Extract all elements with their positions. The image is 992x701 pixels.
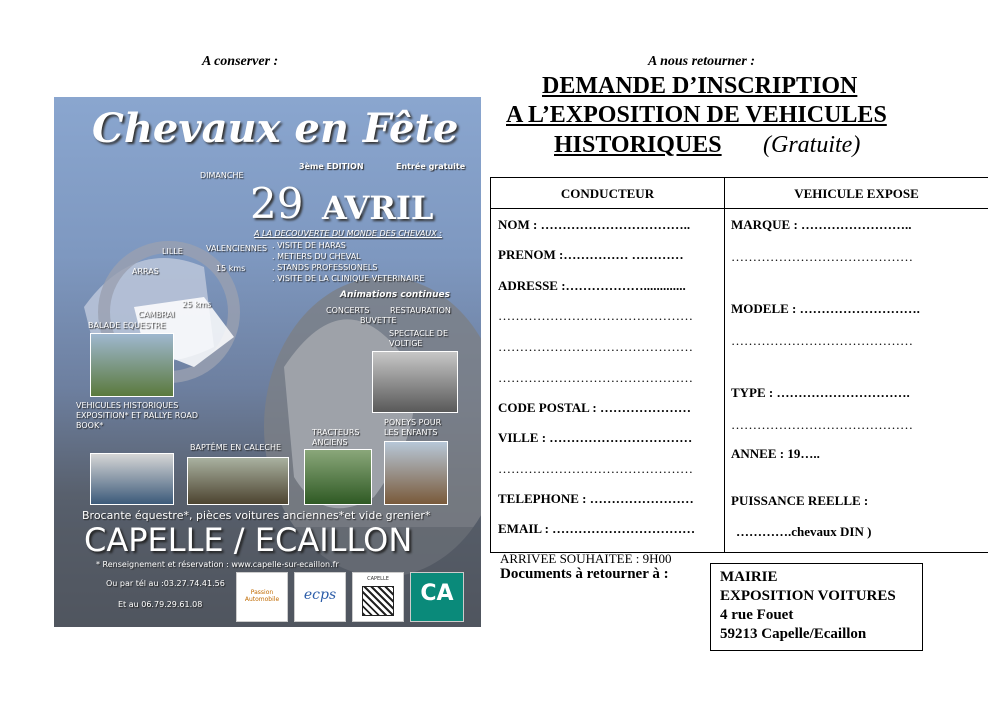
poster-decouverte: A LA DECOUVERTE DU MONDE DES CHEVAUX :: [254, 229, 442, 238]
logo-capelle: [352, 572, 404, 622]
field-ville[interactable]: VILLE : ……………………………: [498, 430, 693, 445]
poster-tracteurs: TRACTEURS ANCIENS: [312, 428, 360, 447]
field-adresse-line-3[interactable]: ………………………………………: [498, 339, 693, 354]
event-poster: [54, 97, 481, 627]
field-nom[interactable]: NOM : ……………………………..: [498, 217, 691, 232]
poster-edition: 3ème EDITION: [299, 162, 364, 171]
column-divider: [724, 178, 725, 552]
poster-concerts: CONCERTS: [326, 306, 370, 315]
field-marque-line-2[interactable]: ……………………………………: [731, 249, 913, 264]
poster-animations: Animations continues: [340, 290, 450, 300]
header-divider: [491, 208, 988, 209]
poster-phone1: Ou par tél au :03.27.74.41.56: [106, 579, 225, 588]
photo-vehicule: [90, 453, 174, 505]
map-label-arras: ARRAS: [132, 267, 159, 276]
poster-dimanche: DIMANCHE: [200, 171, 244, 180]
photo-poneys: [384, 441, 448, 505]
poster-location: CAPELLE / ECAILLON: [84, 521, 413, 559]
field-prenom[interactable]: PRENOM :…………… …………: [498, 247, 684, 262]
title-line-1: DEMANDE D’INSCRIPTION: [542, 73, 858, 99]
field-adresse-line-2[interactable]: ………………………………………: [498, 308, 693, 323]
field-type-line-2[interactable]: ……………………………………: [731, 417, 913, 432]
poster-website: * Renseignement et réservation : www.capelle-sur-ecaillon.fr: [96, 560, 339, 569]
field-chevaux-din[interactable]: ………….chevaux DIN ): [736, 524, 872, 539]
photo-tracteur: [304, 449, 372, 505]
poster-poneys: PONEYS POUR LES ENFANTS: [384, 418, 442, 437]
poster-spectacle: SPECTACLE DE VOLTIGE: [389, 329, 448, 348]
logo-passion-automobile: [236, 572, 288, 622]
field-type[interactable]: TYPE : ………………………….: [731, 385, 910, 400]
poster-activity-4: . VISITE DE LA CLINIQUE VETERINAIRE: [272, 274, 425, 283]
poster-activity-2: . METIERS DU CHEVAL: [272, 252, 361, 261]
photo-caleche: [187, 457, 289, 505]
address-line-3: 4 rue Fouet: [720, 607, 794, 623]
right-label: A nous retourner :: [648, 54, 755, 69]
poster-buvette: BUVETTE: [360, 316, 397, 325]
poster-day: 29: [250, 179, 304, 228]
field-ville-line-2[interactable]: ………………………………………: [498, 461, 693, 476]
title-line-3: HISTORIQUES: [554, 132, 722, 158]
arrivee-souhaitee: ARRIVEE SOUHAITEE : 9H00: [500, 551, 672, 566]
field-annee[interactable]: ANNEE : 19…..: [731, 446, 820, 461]
field-telephone[interactable]: TELEPHONE : ……………………: [498, 491, 694, 506]
map-label-25kms: 25 kms: [182, 300, 212, 309]
registration-form-table: [490, 177, 988, 553]
address-line-2: EXPOSITION VOITURES: [720, 588, 896, 604]
logo-passion-text: Passion Automobile: [244, 589, 280, 603]
poster-activity-3: . STANDS PROFESSIONELS: [272, 263, 378, 272]
field-adresse[interactable]: ADRESSE :……………….............: [498, 278, 686, 293]
field-marque[interactable]: MARQUE : ……………………..: [731, 217, 912, 232]
map-label-cambrai: CAMBRAI: [138, 310, 175, 319]
field-modele-line-2[interactable]: ……………………………………: [731, 333, 913, 348]
documents-label: Documents à retourner à :: [500, 566, 669, 582]
poster-vehicules: VEHICULES HISTORIQUES EXPOSITION* ET RALLYE ROAD BOOK*: [76, 401, 199, 430]
logo-ecps: [294, 572, 346, 622]
title-gratuite: (Gratuite): [763, 132, 861, 158]
map-label-valenciennes: VALENCIENNES: [206, 244, 268, 253]
logo-ca-text: CA: [420, 581, 454, 606]
map-label-15kms: 15 kms: [216, 264, 246, 273]
return-address-box: [710, 563, 923, 651]
field-modele[interactable]: MODELE : ……………………….: [731, 301, 920, 316]
logo-ecps-text: ecps: [303, 587, 337, 603]
logo-capelle-text: CAPELLE: [367, 576, 389, 582]
field-puissance[interactable]: PUISSANCE REELLE :: [731, 493, 869, 508]
left-label: A conserver :: [202, 54, 279, 69]
field-adresse-line-4[interactable]: ………………………………………: [498, 370, 693, 385]
photo-voltige: [372, 351, 458, 413]
field-code-postal[interactable]: CODE POSTAL : …………………: [498, 400, 691, 415]
poster-phone2: Et au 06.79.29.61.08: [118, 600, 203, 609]
poster-entree: Entrée gratuite: [396, 162, 466, 171]
header-vehicule: VEHICULE EXPOSE: [794, 186, 919, 201]
map-label-lille: LILLE: [162, 247, 183, 256]
title-line-2: A L’EXPOSITION DE VEHICULES: [506, 102, 887, 128]
poster-month: AVRIL: [322, 189, 434, 227]
poster-restauration: RESTAURATION: [390, 306, 451, 315]
logo-capelle-shield-icon: [362, 586, 394, 616]
poster-brocante: Brocante équestre*, pièces voitures anciennes*et vide grenier*: [82, 509, 431, 522]
poster-bapteme: BAPTÊME EN CALECHE: [190, 443, 282, 452]
logo-credit-agricole: [410, 572, 464, 622]
return-address: [711, 564, 922, 644]
address-line-1: MAIRIE: [720, 569, 778, 585]
poster-activity-1: . VISITE DE HARAS: [272, 241, 346, 250]
header-conducteur: CONDUCTEUR: [560, 186, 655, 201]
poster-balade: BALADE EQUESTRE: [88, 321, 166, 330]
address-line-4: 59213 Capelle/Ecaillon: [720, 626, 867, 642]
field-email[interactable]: EMAIL : ……………………………: [498, 521, 696, 536]
photo-balade: [90, 333, 174, 397]
poster-title: Chevaux en Fête: [92, 105, 459, 152]
